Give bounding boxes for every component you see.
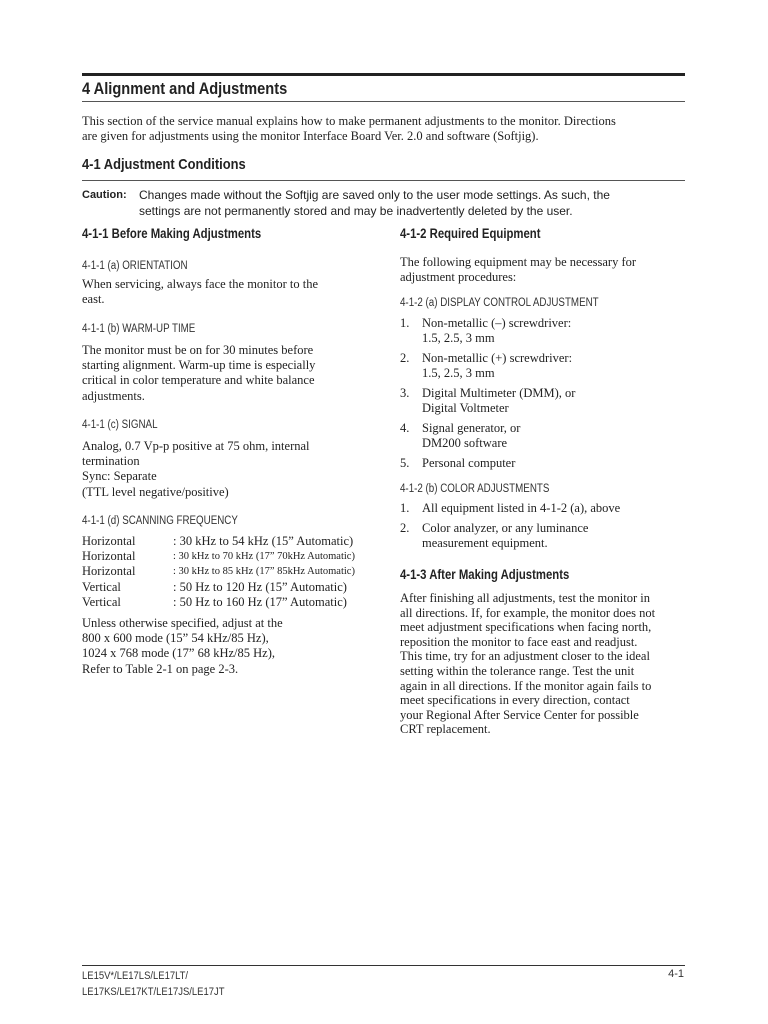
- text-line: adjustment procedures:: [400, 270, 517, 285]
- caution-line: settings are not permanently stored and may be inadvertently deleted by the user.: [139, 204, 573, 218]
- list-text: [422, 316, 690, 346]
- caution-label: Caution:: [82, 189, 127, 201]
- list-item: [400, 351, 690, 381]
- text-line: termination: [82, 454, 140, 469]
- footer-line: LE17KS/LE17KT/LE17JS/LE17JT: [82, 986, 225, 998]
- scan-label: Horizontal: [82, 549, 136, 564]
- list-number: 4.: [400, 420, 410, 435]
- table-row: [82, 595, 382, 610]
- list-item: [400, 456, 690, 471]
- text-line: Digital Multimeter (DMM), or: [422, 385, 576, 400]
- footer-line: LE15V*/LE17LS/LE17LT/: [82, 970, 189, 982]
- text-line: After finishing all adjustments, test the monitor in: [400, 591, 650, 605]
- text-line: meet adjustment specifications when facing north,: [400, 620, 652, 635]
- section-title: 4 Alignment and Adjustments: [82, 79, 288, 98]
- intro-line: This section of the service manual explains how to make permanent adjustments to the monitor. Directions: [82, 114, 616, 128]
- text-line: starting alignment. Warm-up time is especially: [82, 358, 316, 373]
- scanning-heading: 4-1-1 (d) SCANNING FREQUENCY: [82, 515, 238, 527]
- table-row: [82, 549, 382, 564]
- list-number: 1.: [400, 316, 410, 330]
- text-line: 1024 x 768 mode (17” 68 kHz/85 Hz),: [82, 646, 276, 661]
- list-number: 2.: [400, 520, 410, 535]
- scan-label: Vertical: [82, 594, 121, 609]
- caution-text: [139, 187, 699, 219]
- footer-models: [82, 968, 225, 1000]
- scan-value: : 50 Hz to 160 Hz (17” Automatic): [173, 594, 347, 609]
- text-line: All equipment listed in 4-1-2 (a), above: [422, 501, 621, 515]
- text-line: meet specifications in every direction, contact: [400, 693, 630, 708]
- text-line: east.: [82, 292, 105, 307]
- list-text: [422, 521, 690, 551]
- scanning-note: [82, 616, 372, 677]
- text-line: DM200 software: [422, 435, 508, 450]
- scan-label: Horizontal: [82, 564, 136, 579]
- orientation-heading: 4-1-1 (a) ORIENTATION: [82, 260, 188, 272]
- text-line: setting within the tolerance range. Test the unit: [400, 663, 635, 678]
- after-title: 4-1-3 After Making Adjustments: [400, 567, 570, 582]
- text-line: Sync: Separate: [82, 469, 157, 484]
- scan-label: Vertical: [82, 579, 121, 594]
- equipment-intro: [400, 255, 690, 285]
- text-line: Non-metallic (+) screwdriver:: [422, 350, 573, 365]
- list-text: [422, 456, 690, 471]
- signal-heading: 4-1-1 (c) SIGNAL: [82, 419, 158, 431]
- top-rule: [82, 73, 685, 76]
- list-number: 1.: [400, 501, 410, 515]
- text-line: Digital Voltmeter: [422, 401, 509, 416]
- conditions-underline: [82, 180, 685, 181]
- text-line: Color analyzer, or any luminance: [422, 520, 589, 535]
- text-line: Non-metallic (–) screwdriver:: [422, 316, 572, 330]
- warmup-heading: 4-1-1 (b) WARM-UP TIME: [82, 323, 196, 335]
- display-adjust-heading: 4-1-2 (a) DISPLAY CONTROL ADJUSTMENT: [400, 297, 599, 309]
- after-text: [400, 591, 700, 737]
- signal-text: [82, 439, 372, 500]
- text-line: The monitor must be on for 30 minutes before: [82, 343, 314, 357]
- scanning-frequency-table: [82, 534, 382, 610]
- list-text: [422, 421, 690, 451]
- text-line: The following equipment may be necessary for: [400, 255, 637, 269]
- list-number: 5.: [400, 455, 410, 470]
- scan-value: : 30 kHz to 85 kHz (17” 85kHz Automatic): [173, 566, 355, 578]
- text-line: all directions. If, for example, the monitor does not: [400, 605, 656, 620]
- table-row: [82, 534, 382, 549]
- footer-rule: [82, 965, 685, 966]
- text-line: 1.5, 2.5, 3 mm: [422, 366, 495, 381]
- list-text: [422, 501, 690, 516]
- list-text: [422, 386, 690, 416]
- text-line: Unless otherwise specified, adjust at the: [82, 616, 283, 630]
- list-text: [422, 351, 690, 381]
- list-item: [400, 421, 690, 451]
- warmup-text: [82, 343, 372, 404]
- list-item: [400, 521, 690, 551]
- equipment-title: 4-1-2 Required Equipment: [400, 226, 541, 241]
- table-row: [82, 580, 382, 595]
- text-line: again in all directions. If the monitor again fails to: [400, 678, 652, 693]
- orientation-text: [82, 277, 372, 307]
- title-underline: [82, 101, 685, 102]
- scan-value: : 50 Hz to 120 Hz (15” Automatic): [173, 579, 347, 594]
- list-item: [400, 501, 690, 516]
- section-intro: [82, 114, 692, 144]
- list-number: 3.: [400, 385, 410, 400]
- caution-line: Changes made without the Softjig are saved only to the user mode settings. As such, the: [139, 188, 610, 202]
- text-line: Analog, 0.7 Vp-p positive at 75 ohm, internal: [82, 439, 310, 453]
- list-number: 2.: [400, 350, 410, 365]
- text-line: (TTL level negative/positive): [82, 484, 229, 499]
- scan-value: : 30 kHz to 70 kHz (17” 70kHz Automatic): [173, 551, 355, 563]
- text-line: adjustments.: [82, 388, 145, 403]
- scan-value: : 30 kHz to 54 kHz (15” Automatic): [173, 534, 354, 548]
- intro-line: are given for adjustments using the monitor Interface Board Ver. 2.0 and software (Softjig).: [82, 129, 539, 144]
- before-title: 4-1-1 Before Making Adjustments: [82, 226, 262, 241]
- list-item: [400, 386, 690, 416]
- page-number: 4-1: [668, 968, 684, 980]
- list-item: [400, 316, 690, 346]
- text-line: critical in color temperature and white balance: [82, 373, 315, 388]
- scan-label: Horizontal: [82, 534, 136, 548]
- text-line: reposition the monitor to face east and readjust.: [400, 634, 638, 649]
- display-equipment-list: [400, 316, 690, 471]
- text-line: your Regional After Service Center for possible: [400, 707, 639, 722]
- text-line: This time, try for an adjustment closer to the ideal: [400, 649, 650, 664]
- text-line: 800 x 600 mode (15” 54 kHz/85 Hz),: [82, 631, 269, 646]
- text-line: CRT replacement.: [400, 722, 491, 737]
- text-line: Refer to Table 2-1 on page 2-3.: [82, 661, 239, 676]
- conditions-title: 4-1 Adjustment Conditions: [82, 156, 246, 173]
- color-adjust-heading: 4-1-2 (b) COLOR ADJUSTMENTS: [400, 483, 550, 495]
- table-row: [82, 564, 382, 579]
- text-line: measurement equipment.: [422, 535, 548, 550]
- color-equipment-list: [400, 501, 690, 551]
- text-line: Personal computer: [422, 455, 516, 470]
- text-line: 1.5, 2.5, 3 mm: [422, 331, 495, 346]
- text-line: Signal generator, or: [422, 420, 521, 435]
- text-line: When servicing, always face the monitor to the: [82, 277, 319, 291]
